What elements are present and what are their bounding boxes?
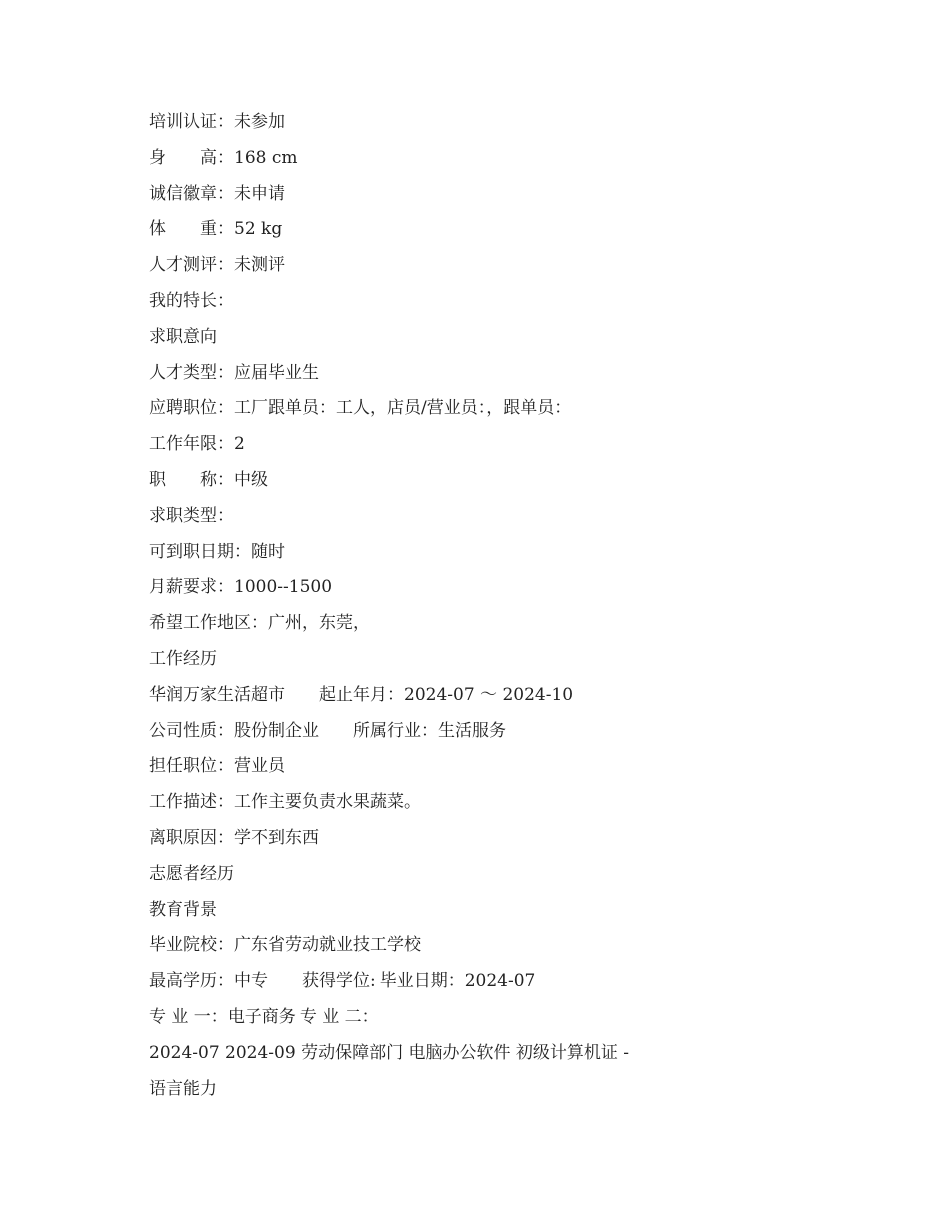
field-label: 可到职日期：: [149, 541, 251, 562]
field-value: 未测评: [234, 255, 285, 276]
field-label: 诚信徽章：: [149, 183, 234, 204]
period-label: 起止年月：: [319, 684, 404, 705]
major-two-label: 专 业 二：: [299, 1006, 379, 1027]
field-value: 广东省劳动就业技工学校: [234, 935, 421, 956]
job-intent-heading: 求职意向: [149, 326, 217, 347]
field-value: 2: [234, 434, 245, 455]
field-label: 离职原因：: [149, 827, 234, 848]
field-value: 168 cm: [234, 147, 298, 168]
grad-date-value: 2024-07: [464, 971, 536, 992]
integrity-badge-row: [149, 177, 849, 213]
field-label: 我的特长：: [149, 290, 234, 311]
salary-row: [149, 570, 849, 606]
field-value: 应届毕业生: [234, 362, 319, 383]
job-type-row: [149, 499, 849, 535]
field-value: 中级: [234, 469, 268, 490]
company-nature-row: [149, 714, 849, 750]
resume-content: [149, 105, 849, 1107]
field-label: 应聘职位：: [149, 398, 234, 419]
height-row: [149, 141, 849, 177]
field-label: 担任职位：: [149, 756, 234, 777]
field-label: 人才类型：: [149, 362, 234, 383]
field-label: 人才测评：: [149, 255, 234, 276]
field-label: 毕业院校：: [149, 935, 234, 956]
field-label: 体 重：: [149, 219, 234, 240]
field-value: 未申请: [234, 183, 285, 204]
field-value: 52 kg: [234, 219, 283, 240]
field-value: 广州，东莞，: [268, 613, 370, 634]
position-held-row: [149, 749, 849, 785]
period-value: 2024-07 ～ 2024-10: [404, 684, 574, 705]
field-value: 学不到东西: [234, 827, 319, 848]
major-one-value: 电子商务: [227, 1006, 296, 1027]
weight-row: [149, 212, 849, 248]
field-value: 营业员: [234, 756, 285, 777]
work-heading: 工作经历: [149, 648, 217, 669]
field-value: 1000--1500: [234, 577, 333, 598]
degree-label: 获得学位:: [302, 971, 376, 992]
industry-value: 生活服务: [438, 720, 506, 741]
assessment-row: [149, 248, 849, 284]
volunteer-heading: 志愿者经历: [149, 863, 234, 884]
education-heading: 教育背景: [149, 899, 217, 920]
leave-reason-row: [149, 821, 849, 857]
degree-row: [149, 964, 849, 1000]
school-row: [149, 928, 849, 964]
field-label: 月薪要求：: [149, 577, 234, 598]
work-years-row: [149, 427, 849, 463]
field-label: 最高学历：: [149, 971, 234, 992]
major-row: [149, 1000, 849, 1036]
field-label: 工作描述：: [149, 792, 234, 813]
field-value: 未参加: [234, 112, 285, 132]
field-label: 工作年限：: [149, 434, 234, 455]
field-label: 职 称：: [149, 469, 234, 490]
positions-row: [149, 391, 849, 427]
field-value: 股份制企业: [234, 720, 319, 741]
talent-type-row: [149, 356, 849, 392]
training-cert-row: [149, 105, 849, 141]
industry-label: 所属行业：: [353, 720, 438, 741]
grad-date-label: 毕业日期：: [379, 971, 465, 992]
field-value: 中专: [234, 971, 268, 992]
company-row: [149, 678, 849, 714]
field-value: 工作主要负责水果蔬菜。: [234, 792, 421, 813]
field-label: 希望工作地区：: [149, 613, 268, 634]
field-value: 随时: [251, 541, 285, 562]
field-label: 培训认证：: [149, 112, 234, 132]
available-date-row: [149, 535, 849, 571]
field-value: 工厂跟单员：工人，店员/营业员：，跟单员：: [234, 398, 572, 419]
job-desc-row: [149, 785, 849, 821]
major-one-label: 专 业 一：: [149, 1006, 228, 1027]
language-heading: 语言能力: [149, 1078, 217, 1099]
region-row: [149, 606, 849, 642]
training-record-row: 2024-07 2024-09 劳动保障部门 电脑办公软件 初级计算机证 -: [149, 1042, 630, 1063]
company-name: 华润万家生活超市: [149, 684, 285, 705]
field-label: 身 高：: [149, 147, 234, 168]
specialty-row: [149, 284, 849, 320]
field-label: 求职类型：: [149, 505, 234, 526]
field-label: 公司性质：: [149, 720, 234, 741]
title-row: [149, 463, 849, 499]
